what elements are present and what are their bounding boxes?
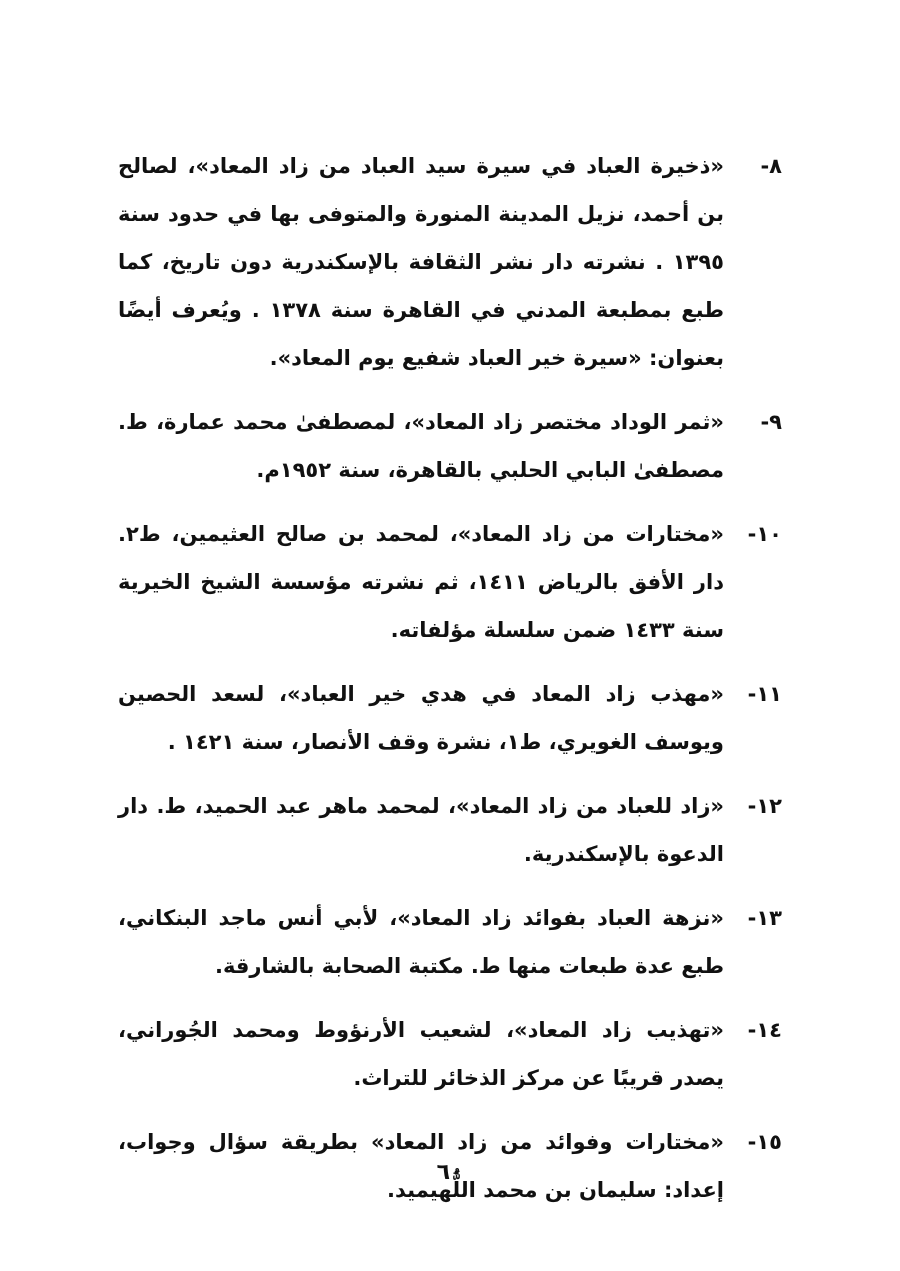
list-item	[118, 510, 782, 654]
list-item	[118, 782, 782, 878]
entries-list	[118, 142, 782, 1230]
entry-text: «زاد للعباد من زاد المعاد»، لمحمد ماهر عبد الحميد، ط. دار الدعوة بالإسكندرية.	[118, 794, 724, 866]
entry-number: ٨-	[760, 154, 782, 178]
entry-text: «مختارات وفوائد من زاد المعاد» بطريقة سؤال وجواب، إعداد: سليمان بن محمد اللُّهيميد.	[118, 1130, 724, 1202]
entry-text: «ثمر الوداد مختصر زاد المعاد»، لمصطفىٰ محمد عمارة، ط. مصطفىٰ البابي الحلبي بالقاهرة، سنة ١٩٥٢م.	[118, 410, 724, 482]
list-item	[118, 894, 782, 990]
entry-number: ١٥-	[747, 1130, 782, 1154]
list-item	[118, 398, 782, 494]
entry-text: «مهذب زاد المعاد في هدي خير العباد»، لسعد الحصين ويوسف الغويري، ط١، نشرة وقف الأنصار، سنة ١٤٢١ .	[118, 682, 724, 754]
entry-number: ١٣-	[747, 906, 782, 930]
entry-number: ١١-	[747, 682, 782, 706]
page-number: ٦٠	[436, 1160, 464, 1185]
entry-number: ١٠-	[747, 522, 782, 546]
list-item	[118, 1006, 782, 1102]
list-item	[118, 142, 782, 382]
entry-text: «ذخيرة العباد في سيرة سيد العباد من زاد المعاد»، لصالح بن أحمد، نزيل المدينة المنورة والمتوفى بها في حدود سنة ١٣٩٥ . نشرته دار نشر الثقافة بالإسكندرية دون تاريخ، كما طبع بمطبعة المدني في القاهرة سنة ١٣٧٨ . ويُعرف أيضًا بعنوان: «سيرة خير العباد شفيع يوم المعاد».	[118, 154, 724, 370]
entry-text: «نزهة العباد بفوائد زاد المعاد»، لأبي أنس ماجد البنكاني، طبع عدة طبعات منها ط. مكتبة الصحابة بالشارقة.	[118, 906, 724, 978]
entry-text: «مختارات من زاد المعاد»، لمحمد بن صالح العثيمين، ط٢. دار الأفق بالرياض ١٤١١، ثم نشرته مؤسسة الشيخ الخيرية سنة ١٤٣٣ ضمن سلسلة مؤلفاته.	[118, 522, 724, 642]
entry-number: ٩-	[760, 410, 782, 434]
list-item	[118, 670, 782, 766]
entry-number: ١٤-	[747, 1018, 782, 1042]
entry-text: «تهذيب زاد المعاد»، لشعيب الأرنؤوط ومحمد الجُوراني، يصدر قريبًا عن مركز الذخائر للتراث.	[118, 1018, 724, 1090]
entry-number: ١٢-	[747, 794, 782, 818]
